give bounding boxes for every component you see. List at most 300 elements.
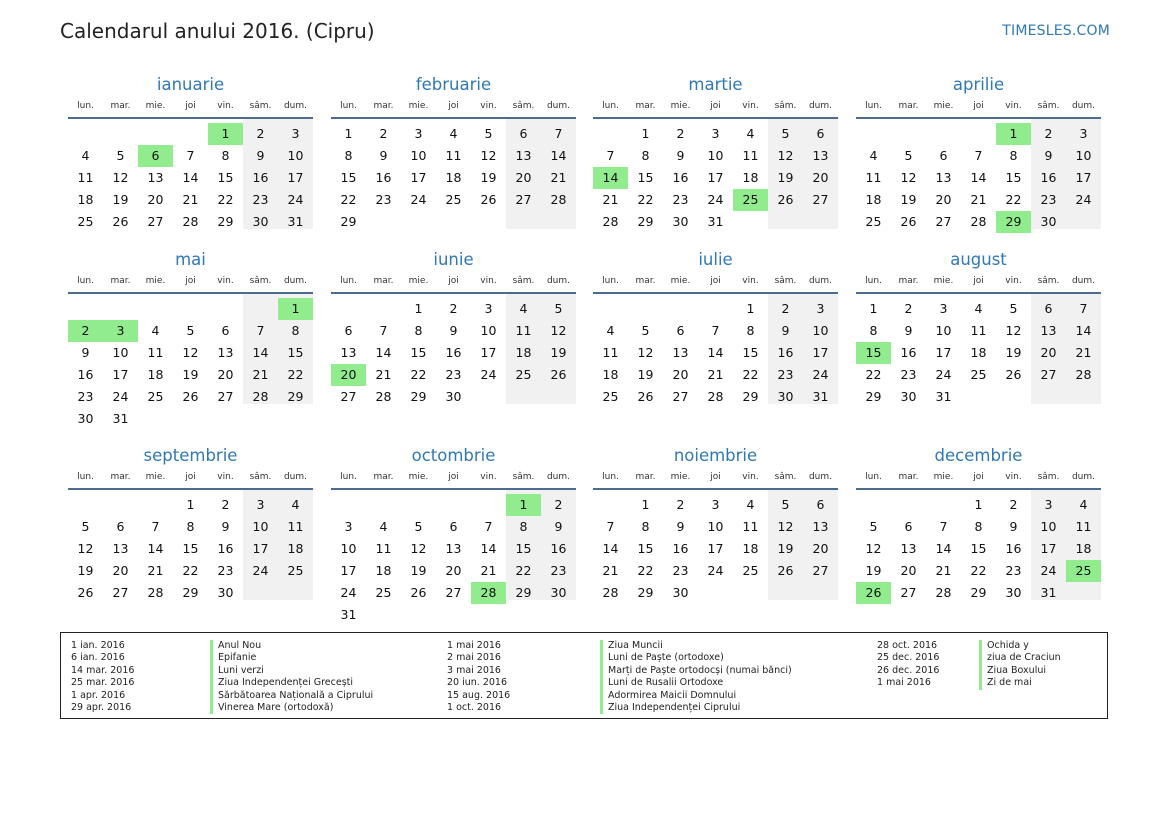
day-cell: 29 [340, 214, 357, 229]
day-cell: 8 [414, 323, 423, 338]
day-grid [856, 294, 1101, 426]
day-cell: 19 [410, 563, 427, 578]
holiday-day: 26 [856, 582, 891, 604]
day-cell: 20 [812, 541, 829, 556]
day-cell: 24 [410, 192, 427, 207]
day-cell: 18 [602, 367, 619, 382]
page-title: Calendarul anului 2016. (Cipru) [60, 19, 375, 43]
holiday-day: 1 [278, 298, 313, 320]
day-cell: 16 [217, 541, 234, 556]
month-name: aprilie [952, 75, 1005, 94]
holiday-names [979, 640, 1061, 690]
day-cell: 24 [1075, 192, 1092, 207]
day-cell: 14 [182, 170, 199, 185]
weekday-label: mar. [110, 276, 131, 286]
day-cell: 24 [287, 192, 304, 207]
weekday-label: dum. [546, 101, 571, 111]
day-cell: 10 [480, 323, 497, 338]
day-cell: 12 [77, 541, 94, 556]
day-cell: 17 [410, 170, 427, 185]
day-cell: 14 [707, 345, 724, 360]
day-cell: 19 [1005, 345, 1022, 360]
weekday-label: joi [185, 472, 196, 482]
month-ianuarie [68, 73, 313, 251]
day-cell: 15 [287, 345, 304, 360]
weekday-label: joi [973, 276, 984, 286]
day-cell: 23 [217, 563, 234, 578]
day-cell: 17 [112, 367, 129, 382]
holiday-date: 15 aug. 2016 [447, 689, 511, 701]
day-cell: 23 [777, 367, 794, 382]
day-cell: 2 [449, 301, 458, 316]
weekday-label: vin. [217, 276, 234, 286]
day-cell: 17 [707, 541, 724, 556]
holiday-day: 28 [471, 582, 506, 604]
day-cell: 23 [672, 563, 689, 578]
day-cell: 28 [147, 585, 164, 600]
weekday-label: mie. [933, 101, 954, 111]
weekday-label: lun. [602, 472, 619, 482]
weekday-label: mar. [898, 276, 919, 286]
day-cell: 8 [641, 519, 650, 534]
weekday-header [856, 97, 1101, 119]
weekday-label: mar. [635, 101, 656, 111]
weekday-label: mie. [145, 101, 166, 111]
weekday-label: lun. [602, 101, 619, 111]
month-name: iulie [698, 250, 733, 269]
day-cell: 8 [746, 323, 755, 338]
day-cell: 25 [515, 367, 532, 382]
day-cell: 22 [637, 192, 654, 207]
holiday-day: 25 [1066, 560, 1101, 582]
holiday-date: 1 apr. 2016 [71, 689, 126, 701]
day-cell: 11 [602, 345, 619, 360]
day-cell: 12 [410, 541, 427, 556]
day-cell: 6 [676, 323, 685, 338]
day-cell: 20 [812, 170, 829, 185]
day-cell: 19 [112, 192, 129, 207]
day-cell: 14 [550, 148, 567, 163]
holiday-day: 1 [208, 123, 243, 145]
day-cell: 17 [1040, 541, 1057, 556]
day-cell: 3 [256, 497, 265, 512]
day-cell: 2 [1044, 126, 1053, 141]
day-cell: 6 [939, 148, 948, 163]
weekday-label: dum. [808, 276, 833, 286]
day-cell: 21 [602, 563, 619, 578]
weekday-label: mar. [373, 472, 394, 482]
day-cell: 11 [147, 345, 164, 360]
day-cell: 21 [550, 170, 567, 185]
day-cell: 18 [445, 170, 462, 185]
holiday-date: 20 iun. 2016 [447, 677, 508, 689]
day-cell: 16 [900, 345, 917, 360]
weekday-label: mie. [670, 101, 691, 111]
day-cell: 20 [1040, 345, 1057, 360]
day-cell: 12 [637, 345, 654, 360]
weekday-label: lun. [602, 276, 619, 286]
day-cell: 29 [182, 585, 199, 600]
weekday-label: dum. [1071, 101, 1096, 111]
day-cell: 5 [554, 301, 563, 316]
day-cell: 9 [676, 519, 685, 534]
weekday-label: joi [185, 101, 196, 111]
day-cell: 7 [151, 519, 160, 534]
day-grid [856, 490, 1101, 622]
weekday-label: vin. [1005, 472, 1022, 482]
day-cell: 2 [221, 497, 230, 512]
holiday-date: 29 apr. 2016 [71, 701, 132, 713]
day-cell: 2 [256, 126, 265, 141]
weekday-label: vin. [742, 472, 759, 482]
day-cell: 26 [550, 367, 567, 382]
day-cell: 18 [287, 541, 304, 556]
day-cell: 2 [1009, 497, 1018, 512]
weekday-label: joi [185, 276, 196, 286]
holiday-date: 2 mai 2016 [447, 652, 501, 664]
day-cell: 31 [935, 389, 952, 404]
month-aprilie [856, 73, 1101, 251]
day-cell: 18 [147, 367, 164, 382]
day-cell: 29 [287, 389, 304, 404]
day-cell: 21 [252, 367, 269, 382]
holiday-date: 14 mar. 2016 [71, 664, 135, 676]
day-cell: 3 [344, 519, 353, 534]
day-cell: 29 [742, 389, 759, 404]
day-cell: 9 [81, 345, 90, 360]
day-cell: 21 [375, 367, 392, 382]
weekday-label: vin. [480, 101, 497, 111]
day-cell: 11 [742, 148, 759, 163]
day-cell: 22 [865, 367, 882, 382]
holiday-name: Ochida y [979, 640, 1061, 652]
holiday-date: 25 mar. 2016 [71, 677, 135, 689]
day-cell: 17 [252, 541, 269, 556]
day-cell: 15 [637, 541, 654, 556]
weekday-label: joi [448, 472, 459, 482]
weekday-header [593, 97, 838, 119]
day-cell: 18 [742, 541, 759, 556]
weekday-label: joi [710, 472, 721, 482]
day-grid [593, 294, 838, 426]
day-cell: 11 [742, 519, 759, 534]
day-cell: 22 [970, 563, 987, 578]
day-cell: 28 [375, 389, 392, 404]
day-cell: 23 [550, 563, 567, 578]
day-cell: 1 [746, 301, 755, 316]
weekday-label: sâm. [249, 472, 272, 482]
day-cell: 19 [777, 170, 794, 185]
day-grid [68, 119, 313, 251]
month-name: iunie [433, 250, 474, 269]
day-cell: 19 [777, 541, 794, 556]
day-cell: 13 [1040, 323, 1057, 338]
day-cell: 9 [256, 148, 265, 163]
day-cell: 17 [287, 170, 304, 185]
day-cell: 29 [515, 585, 532, 600]
weekday-label: mie. [933, 276, 954, 286]
weekday-label: mar. [373, 276, 394, 286]
month-name: noiembrie [673, 446, 758, 465]
weekday-label: mar. [110, 101, 131, 111]
day-cell: 15 [217, 170, 234, 185]
day-cell: 14 [1075, 323, 1092, 338]
holiday-date: 1 ian. 2016 [71, 640, 125, 651]
weekday-label: sâm. [512, 101, 535, 111]
weekday-label: mar. [898, 101, 919, 111]
day-cell: 11 [865, 170, 882, 185]
day-cell: 26 [777, 192, 794, 207]
holiday-dates [71, 640, 134, 714]
holiday-list [60, 632, 1108, 719]
holiday-name: Epifanie [210, 652, 373, 664]
day-cell: 5 [484, 126, 493, 141]
weekday-label: mie. [145, 276, 166, 286]
day-cell: 7 [606, 148, 615, 163]
day-cell: 21 [480, 563, 497, 578]
day-cell: 8 [869, 323, 878, 338]
day-cell: 13 [812, 148, 829, 163]
holiday-name: Anul Nou [210, 640, 373, 652]
weekday-label: mar. [635, 276, 656, 286]
day-cell: 27 [217, 389, 234, 404]
day-cell: 6 [116, 519, 125, 534]
day-cell: 5 [1009, 301, 1018, 316]
day-cell: 29 [637, 585, 654, 600]
day-cell: 1 [641, 126, 650, 141]
day-cell: 17 [707, 170, 724, 185]
day-cell: 22 [182, 563, 199, 578]
day-cell: 29 [217, 214, 234, 229]
day-cell: 27 [340, 389, 357, 404]
day-cell: 10 [410, 148, 427, 163]
day-cell: 24 [112, 389, 129, 404]
day-cell: 18 [375, 563, 392, 578]
day-cell: 3 [711, 497, 720, 512]
day-cell: 3 [484, 301, 493, 316]
day-cell: 26 [900, 214, 917, 229]
day-cell: 6 [449, 519, 458, 534]
day-cell: 16 [252, 170, 269, 185]
day-cell: 2 [904, 301, 913, 316]
weekday-label: vin. [480, 472, 497, 482]
day-cell: 8 [186, 519, 195, 534]
day-cell: 26 [77, 585, 94, 600]
day-cell: 25 [865, 214, 882, 229]
day-cell: 15 [1005, 170, 1022, 185]
day-cell: 16 [445, 345, 462, 360]
day-cell: 28 [707, 389, 724, 404]
month-decembrie [856, 444, 1101, 622]
day-cell: 22 [340, 192, 357, 207]
weekday-header [68, 97, 313, 119]
weekday-label: joi [448, 276, 459, 286]
day-cell: 8 [641, 148, 650, 163]
weekday-label: sâm. [1037, 101, 1060, 111]
day-cell: 7 [606, 519, 615, 534]
day-cell: 24 [935, 367, 952, 382]
month-septembrie [68, 444, 313, 622]
day-cell: 26 [777, 563, 794, 578]
weekday-header [593, 468, 838, 490]
day-cell: 10 [1075, 148, 1092, 163]
day-cell: 26 [1005, 367, 1022, 382]
day-cell: 3 [939, 301, 948, 316]
day-cell: 30 [217, 585, 234, 600]
weekday-header [331, 97, 576, 119]
day-cell: 20 [217, 367, 234, 382]
day-cell: 19 [900, 192, 917, 207]
day-cell: 11 [1075, 519, 1092, 534]
day-cell: 23 [375, 192, 392, 207]
weekday-label: mar. [898, 472, 919, 482]
month-name: decembrie [934, 446, 1023, 465]
weekday-label: mar. [110, 472, 131, 482]
day-cell: 21 [970, 192, 987, 207]
weekday-label: dum. [1071, 276, 1096, 286]
day-cell: 8 [344, 148, 353, 163]
holiday-name: Zi de mai [979, 677, 1061, 689]
weekday-header [331, 468, 576, 490]
month-august [856, 248, 1101, 426]
day-cell: 6 [904, 519, 913, 534]
day-cell: 12 [112, 170, 129, 185]
day-cell: 9 [221, 519, 230, 534]
day-cell: 15 [515, 541, 532, 556]
day-cell: 28 [935, 585, 952, 600]
day-cell: 27 [445, 585, 462, 600]
day-cell: 26 [182, 389, 199, 404]
site-link[interactable]: TIMESLES.COM [1002, 23, 1110, 39]
day-cell: 7 [974, 148, 983, 163]
weekday-label: sâm. [1037, 472, 1060, 482]
day-cell: 3 [1079, 126, 1088, 141]
weekday-label: dum. [1071, 472, 1096, 482]
day-cell: 12 [777, 148, 794, 163]
month-name: august [950, 250, 1007, 269]
day-cell: 26 [480, 192, 497, 207]
day-cell: 1 [186, 497, 195, 512]
day-cell: 29 [410, 389, 427, 404]
weekday-label: sâm. [774, 472, 797, 482]
day-cell: 11 [375, 541, 392, 556]
day-cell: 28 [252, 389, 269, 404]
weekday-header [68, 272, 313, 294]
day-cell: 18 [865, 192, 882, 207]
day-cell: 22 [1005, 192, 1022, 207]
holiday-day: 25 [733, 189, 768, 211]
holiday-date: 1 mai 2016 [447, 640, 501, 651]
weekday-label: sâm. [512, 472, 535, 482]
day-grid [331, 490, 576, 622]
day-cell: 29 [865, 389, 882, 404]
day-cell: 12 [550, 323, 567, 338]
day-cell: 12 [865, 541, 882, 556]
day-cell: 2 [379, 126, 388, 141]
weekday-label: lun. [340, 276, 357, 286]
holiday-date: 26 dec. 2016 [877, 664, 940, 676]
day-cell: 25 [77, 214, 94, 229]
day-cell: 16 [1005, 541, 1022, 556]
month-octombrie [331, 444, 576, 622]
day-cell: 11 [77, 170, 94, 185]
day-cell: 5 [116, 148, 125, 163]
holiday-day: 3 [103, 320, 138, 342]
weekday-header [856, 272, 1101, 294]
day-cell: 4 [379, 519, 388, 534]
day-cell: 30 [252, 214, 269, 229]
month-februarie [331, 73, 576, 251]
month-noiembrie [593, 444, 838, 622]
day-cell: 14 [602, 541, 619, 556]
day-cell: 11 [970, 323, 987, 338]
weekday-label: lun. [77, 276, 94, 286]
day-cell: 15 [970, 541, 987, 556]
day-cell: 4 [746, 126, 755, 141]
day-cell: 13 [112, 541, 129, 556]
weekday-header [68, 468, 313, 490]
day-cell: 17 [480, 345, 497, 360]
day-cell: 4 [1079, 497, 1088, 512]
holiday-day: 20 [331, 364, 366, 386]
day-cell: 13 [935, 170, 952, 185]
day-cell: 20 [900, 563, 917, 578]
day-cell: 7 [256, 323, 265, 338]
weekday-label: vin. [217, 472, 234, 482]
holiday-name: Ziua Independenței Grecești [210, 677, 373, 689]
holiday-day: 1 [506, 494, 541, 516]
day-cell: 30 [777, 389, 794, 404]
day-cell: 15 [742, 345, 759, 360]
day-cell: 14 [375, 345, 392, 360]
weekday-label: vin. [742, 101, 759, 111]
day-cell: 30 [672, 585, 689, 600]
day-cell: 22 [410, 367, 427, 382]
day-cell: 26 [637, 389, 654, 404]
day-cell: 2 [781, 301, 790, 316]
day-cell: 25 [602, 389, 619, 404]
day-cell: 23 [445, 367, 462, 382]
day-cell: 27 [812, 192, 829, 207]
day-cell: 12 [182, 345, 199, 360]
day-cell: 13 [672, 345, 689, 360]
day-cell: 9 [904, 323, 913, 338]
day-cell: 10 [340, 541, 357, 556]
day-cell: 16 [672, 541, 689, 556]
day-cell: 21 [707, 367, 724, 382]
month-name: mai [175, 250, 206, 269]
day-cell: 28 [182, 214, 199, 229]
month-name: februarie [415, 75, 492, 94]
day-cell: 1 [869, 301, 878, 316]
holiday-name: Marți de Paște ortodocși (numai bănci) [600, 665, 792, 677]
day-cell: 28 [602, 585, 619, 600]
holiday-date: 25 dec. 2016 [877, 652, 940, 664]
day-cell: 8 [974, 519, 983, 534]
day-cell: 12 [480, 148, 497, 163]
day-cell: 14 [935, 541, 952, 556]
day-cell: 28 [550, 192, 567, 207]
day-cell: 16 [672, 170, 689, 185]
day-cell: 4 [746, 497, 755, 512]
day-cell: 31 [707, 214, 724, 229]
day-cell: 12 [900, 170, 917, 185]
weekday-label: vin. [1005, 101, 1022, 111]
day-cell: 5 [869, 519, 878, 534]
day-cell: 30 [77, 411, 94, 426]
weekday-header [856, 468, 1101, 490]
day-cell: 4 [519, 301, 528, 316]
